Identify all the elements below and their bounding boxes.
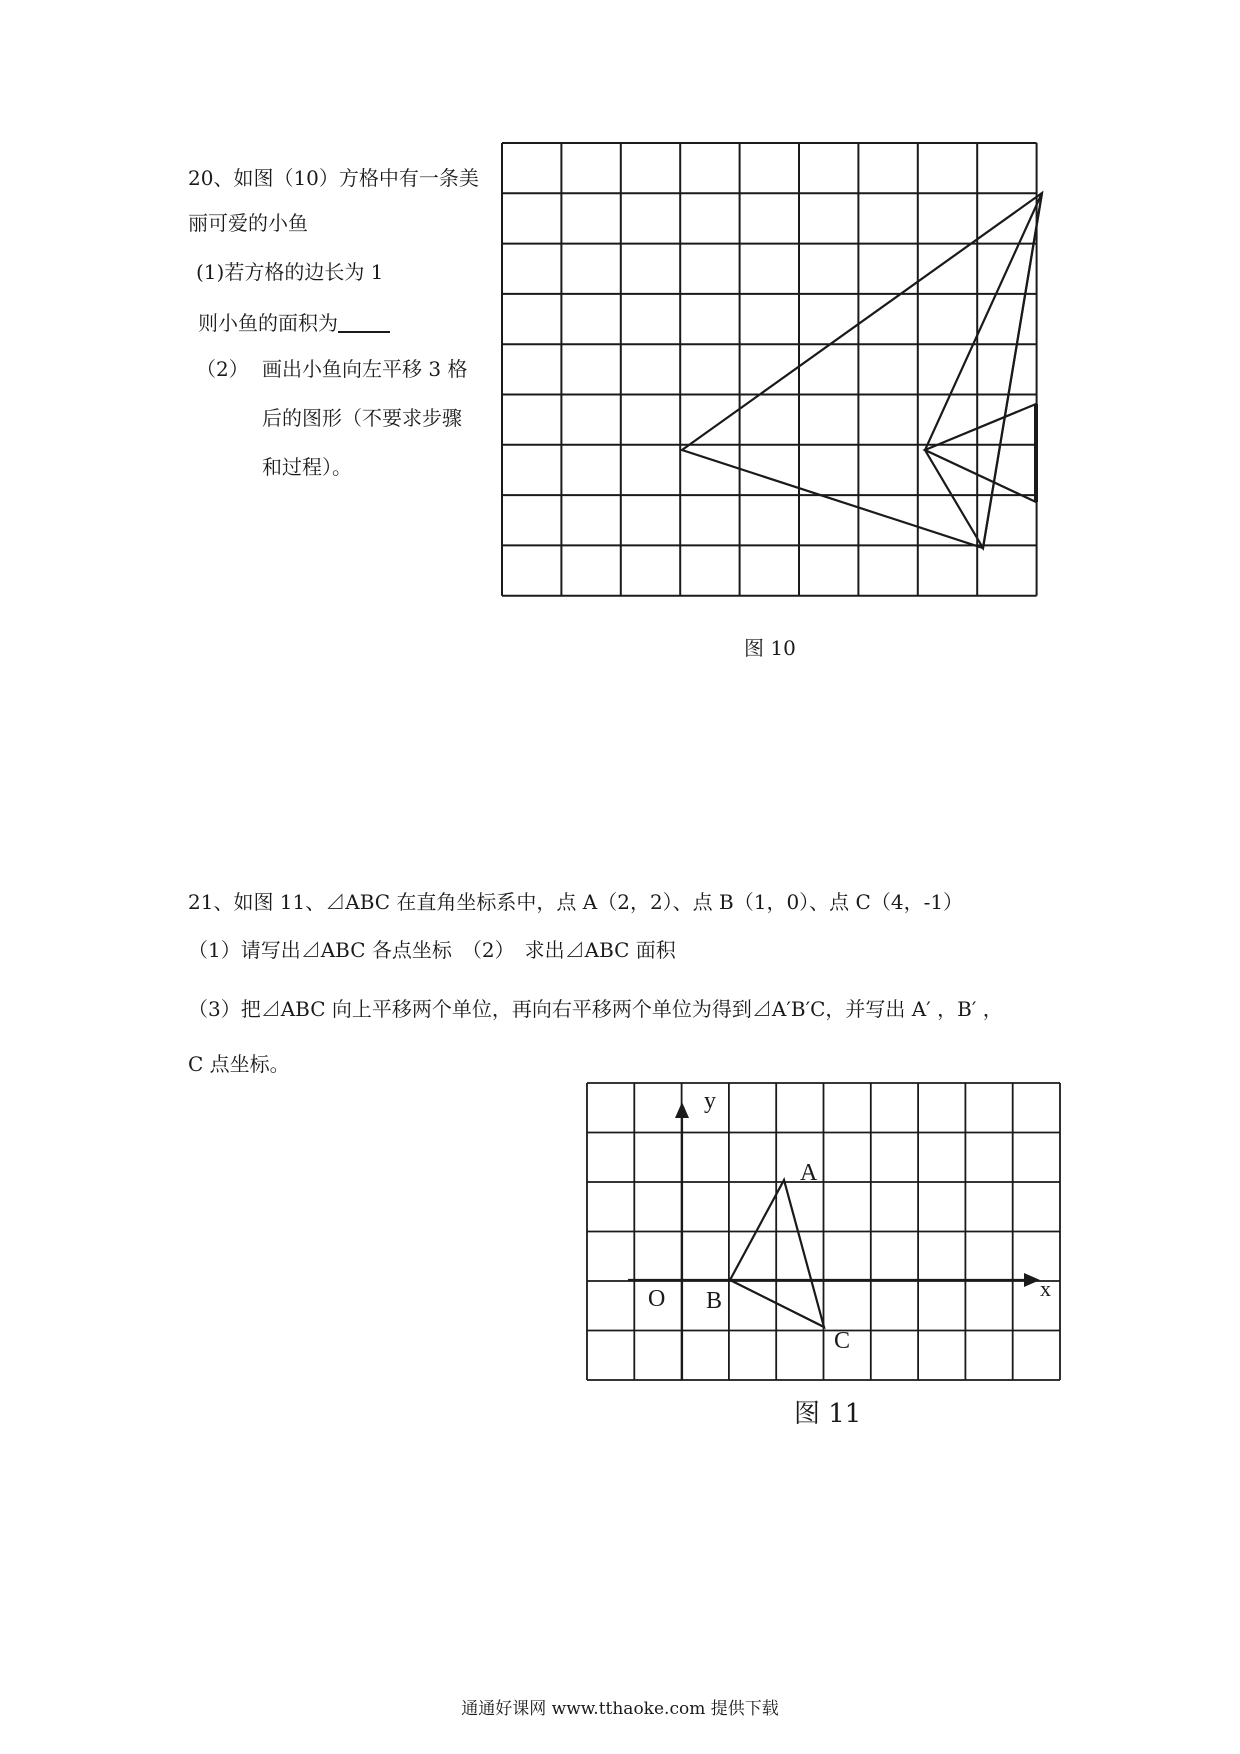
x-axis-arrow-icon <box>1024 1273 1040 1287</box>
p20-item2-num: （2） <box>196 357 249 381</box>
p20-item2-line2: 后的图形（不要求步骤 <box>262 406 462 430</box>
figure-10-caption: 图 10 <box>744 636 796 660</box>
p20-line4-text: 则小鱼的面积为 <box>198 311 338 335</box>
point-a-label: A <box>800 1160 818 1186</box>
p20-line3: (1)若方格的边长为 1 <box>196 260 384 284</box>
p21-line3: （3）把⊿ABC 向上平移两个单位，再向右平移两个单位为得到⊿A′B′C，并写出 A′ ，B′ ， <box>188 997 1003 1021</box>
p21-line4: C 点坐标。 <box>188 1052 290 1076</box>
p20-line2: 丽可爱的小鱼 <box>188 211 308 235</box>
point-b-label: B <box>706 1288 723 1314</box>
figure-11-caption: 图 11 <box>794 1399 862 1429</box>
p21-line2: （1）请写出⊿ABC 各点坐标 （2） 求出⊿ABC 面积 <box>188 938 676 962</box>
footer-source: 通通好课网 www.tthaoke.com 提供下载 <box>461 1699 779 1719</box>
y-axis-arrow-icon <box>675 1102 689 1118</box>
p20-line1: 20、如图（10）方格中有一条美 <box>188 166 479 190</box>
p21-line1: 21、如图 11、⊿ABC 在直角坐标系中，点 A（2，2）、点 B（1，0）、点 C（4，-1） <box>188 890 964 914</box>
point-c-label: C <box>834 1328 851 1354</box>
x-axis-label: x <box>1040 1276 1051 1301</box>
y-axis-label: y <box>704 1088 716 1114</box>
p20-item2-line3: 和过程）。 <box>262 455 352 479</box>
origin-label: O <box>648 1286 666 1312</box>
p20-item2-line1: 画出小鱼向左平移 3 格 <box>262 357 468 381</box>
